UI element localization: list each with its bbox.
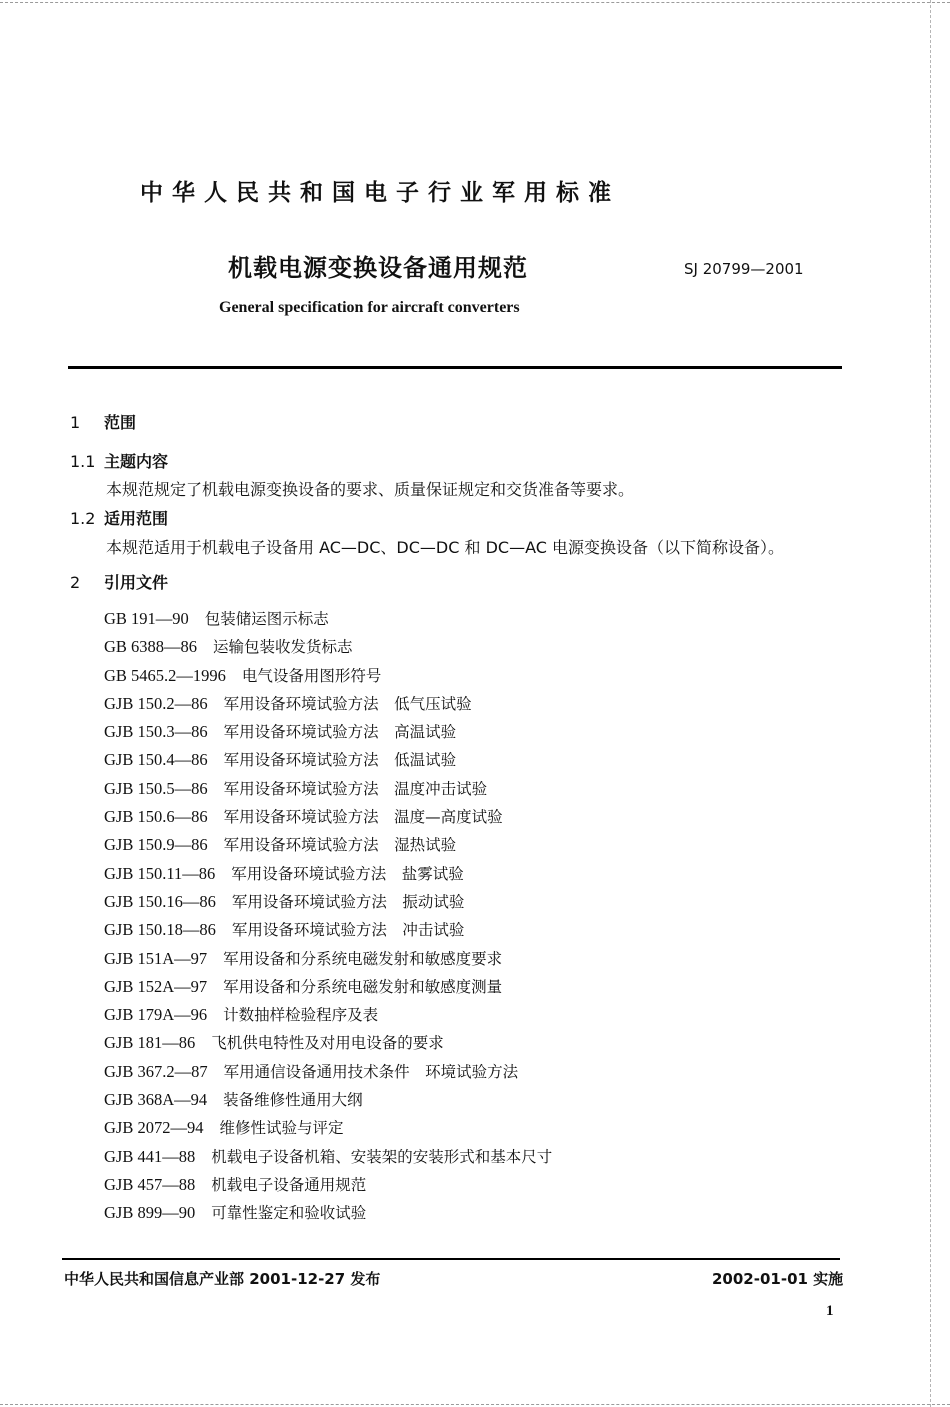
reference-title: 军用设备环境试验方法 高温试验 (223, 723, 457, 742)
section-1-2-text: 本规范适用于机载电子设备用 AC—DC、DC—DC 和 DC—AC 电源变换设备（以下简称设备）。 (106, 538, 784, 557)
section-number: 1.1 (70, 452, 96, 471)
reference-title: 军用设备和分系统电磁发射和敏感度测量 (223, 977, 503, 996)
reference-title: 军用设备环境试验方法 低气压试验 (223, 694, 472, 713)
reference-title: 军用设备环境试验方法 湿热试验 (223, 836, 457, 855)
reference-code: GJB 457—88 (104, 1174, 196, 1194)
reference-item (104, 1143, 552, 1171)
reference-item (104, 803, 552, 831)
reference-item (104, 888, 552, 916)
section-2-heading (70, 570, 168, 593)
reference-code: GJB 2072—94 (104, 1118, 204, 1138)
reference-item (104, 1058, 552, 1086)
reference-code: GJB 181—86 (104, 1033, 196, 1053)
reference-item (104, 860, 552, 888)
section-title: 主题内容 (104, 452, 169, 471)
standard-number: SJ 20799—2001 (684, 260, 804, 278)
reference-code: GJB 150.6—86 (104, 807, 208, 827)
reference-title: 军用设备环境试验方法 温度冲击试验 (223, 779, 488, 798)
section-1-1-heading (70, 449, 168, 472)
reference-item (104, 1114, 552, 1142)
reference-code: GJB 150.18—86 (104, 920, 216, 940)
section-title: 适用范围 (104, 509, 169, 528)
reference-item (104, 605, 552, 633)
reference-code: GB 191—90 (104, 609, 189, 628)
section-number: 1 (70, 413, 81, 432)
issuer-date: 中华人民共和国信息产业部 2001-12-27 发布 (64, 1270, 381, 1288)
reference-title: 可靠性鉴定和验收试验 (211, 1204, 367, 1223)
scan-edge-top (0, 2, 950, 3)
standard-org-title: 中华人民共和国电子行业军用标准 (140, 180, 620, 206)
reference-title: 计数抽样检验程序及表 (223, 1006, 379, 1025)
reference-item (104, 916, 552, 944)
reference-code: GJB 151A—97 (104, 948, 208, 968)
reference-title: 军用设备环境试验方法 盐雾试验 (231, 864, 464, 883)
reference-code: GJB 150.2—86 (104, 693, 208, 713)
section-1-1-text: 本规范规定了机载电源变换设备的要求、质量保证规定和交货准备等要求。 (106, 480, 635, 499)
reference-item (104, 662, 552, 690)
scan-edge-bottom (0, 1404, 950, 1405)
reference-item (104, 633, 552, 661)
reference-item (104, 945, 552, 973)
english-title: General specification for aircraft converters (219, 299, 520, 316)
reference-code: GJB 899—90 (104, 1203, 196, 1223)
reference-title: 装备维修性通用大纲 (223, 1091, 363, 1110)
reference-title: 军用设备环境试验方法 振动试验 (231, 892, 465, 911)
reference-title: 军用设备环境试验方法 温度—高度试验 (223, 808, 503, 827)
reference-title: 军用通信设备通用技术条件 环境试验方法 (223, 1062, 519, 1081)
reference-code: GJB 367.2—87 (104, 1061, 208, 1081)
reference-code: GB 5465.2—1996 (104, 665, 226, 685)
reference-item (104, 718, 552, 746)
section-number: 1.2 (70, 509, 96, 528)
document-title: 机载电源变换设备通用规范 (228, 254, 528, 282)
reference-item (104, 831, 552, 859)
section-number: 2 (70, 573, 81, 592)
reference-code: GB 6388—86 (104, 637, 198, 657)
reference-list (104, 605, 552, 1228)
reference-code: GJB 368A—94 (104, 1090, 208, 1110)
effective-date: 2002-01-01 实施 (712, 1270, 844, 1288)
section-title: 范围 (104, 413, 137, 432)
reference-code: GJB 150.11—86 (104, 863, 216, 883)
scan-edge-right (930, 0, 931, 1407)
reference-item (104, 690, 552, 718)
reference-code: GJB 150.4—86 (104, 750, 208, 770)
reference-item (104, 1001, 552, 1029)
reference-item (104, 1086, 552, 1114)
reference-item (104, 973, 552, 1001)
reference-code: GJB 150.16—86 (104, 891, 216, 911)
reference-title: 运输包装收发货标志 (213, 638, 353, 657)
reference-title: 维修性试验与评定 (219, 1119, 344, 1138)
reference-code: GJB 150.5—86 (104, 778, 208, 798)
reference-item (104, 1199, 552, 1227)
reference-title: 军用设备环境试验方法 冲击试验 (231, 921, 465, 940)
reference-item (104, 1171, 552, 1199)
reference-title: 机载电子设备通用规范 (211, 1175, 367, 1194)
header-rule (68, 366, 842, 369)
section-title: 引用文件 (104, 573, 169, 592)
reference-code: GJB 152A—97 (104, 976, 208, 996)
reference-item (104, 775, 552, 803)
reference-code: GJB 150.9—86 (104, 835, 208, 855)
page-number: 1 (826, 1303, 834, 1319)
section-1-heading (70, 410, 136, 433)
reference-title: 军用设备和分系统电磁发射和敏感度要求 (223, 949, 503, 968)
reference-title: 机载电子设备机箱、安装架的安装形式和基本尺寸 (211, 1147, 553, 1166)
reference-code: GJB 179A—96 (104, 1005, 208, 1025)
section-1-2-heading (70, 506, 168, 529)
reference-code: GJB 441—88 (104, 1146, 196, 1166)
reference-title: 电气设备用图形符号 (241, 666, 382, 685)
reference-title: 飞机供电特性及对用电设备的要求 (211, 1034, 444, 1053)
footer-rule (62, 1258, 840, 1260)
reference-title: 包装储运图示标志 (204, 610, 329, 628)
reference-code: GJB 150.3—86 (104, 722, 208, 742)
reference-title: 军用设备环境试验方法 低温试验 (223, 751, 457, 770)
reference-item (104, 746, 552, 774)
reference-item (104, 1029, 552, 1057)
